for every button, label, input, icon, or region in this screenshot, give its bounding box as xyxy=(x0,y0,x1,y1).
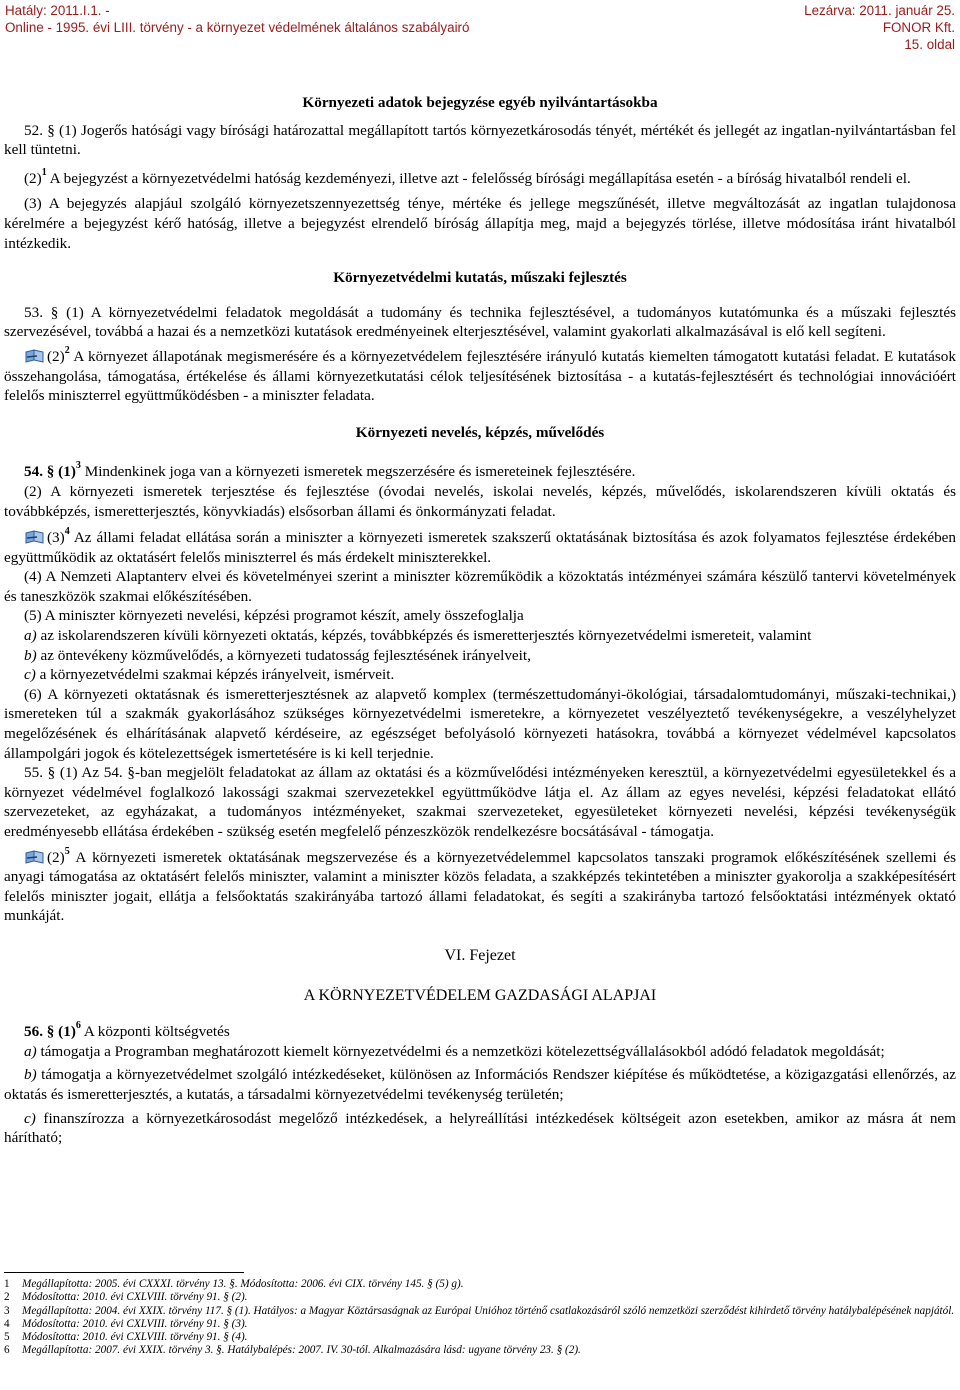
section-title: Környezeti nevelés, képzés, művelődés xyxy=(355,423,605,441)
paragraph-52-3: (3) A bejegyzés alapjául szolgáló környezetszennyezettség ténye, mértéke és jellege megszűnését, illetve megváltozását az ingatlan tulajdonosa kérelmére a bejegyzést kérő hatóság, illetve a bejegyzést elrendelő bíróság állapítja meg, majd a bejegyzés törlése, illetve módosítása iránt hivatalból intézkedik. xyxy=(4,195,956,252)
footnote-item: 1 Megállapította: 2005. évi CXXXI. törvény 13. §. Módosította: 2006. évi CIX. törvény 145. § (5) g). xyxy=(4,1278,464,1290)
footnote-item: 2 Módosította: 2010. évi CXLVIII. törvény 91. § (2). xyxy=(4,1291,248,1304)
paragraph-53-1: 53. § (1) A környezetvédelmi feladatok megoldását a tudomány és technika fejlesztésével, a tudományos kutatómunka és a műszaki fejlesztés szervezésével, továbbá a hazai és a nemzetközi kutatások eredményeinek elterjesztésével, valamint gyakorlati alkalmazásával is elő kell segíteni. xyxy=(4,303,956,341)
header-law-title: Online - 1995. évi LIII. törvény - a környezet védelmének általános szabályairó xyxy=(5,20,470,35)
document-body xyxy=(4,93,956,1148)
footnote-divider xyxy=(4,1272,244,1273)
paragraph-54-2: (2) A környezeti ismeretek terjesztése és fejlesztése (óvodai nevelés, iskolai nevelés, képzés, művelődés, iskolarendszeren kívüli oktatás és továbbképzés, ismeretterjesztés, könyvkiadás) elsősorban állami és önkormányzati feladat. xyxy=(4,482,956,520)
list-item-c: c) a környezetvédelmi szakmai képzés irányelveit, ismérveit. xyxy=(24,666,395,684)
footnote-ref[interactable]: 1 xyxy=(41,166,47,178)
footnote-item: 3 Megállapította: 2004. évi XXIX. törvény 117. § (1). Hatályos: a Magyar Köztársaságnak az Európai Unióhoz történő csatlakozásáról szóló nemzetközi szerződést kihirdető törvény hatálybalépésének napjától. xyxy=(4,1304,955,1317)
paragraph-55-2: $(2)^5$ A környezeti ismeretek oktatásának megszervezése és a környezetvédelemmel kapcsolatos tanszaki programok előkészítésének szellemi és anyagi támogatása az oktatásért felelős miniszter, valamint a miniszter közös feladata, a szakképzés tekintetében a miniszter gyakorolja a szakképesítésért felelős miniszter jogait, ellátja a felsőoktatás szakirányába tartozó állami feladatokat, és segíti a szakirányba tartozó felsőoktatási intézmények oktató munkáját. xyxy=(4,845,956,925)
footnotes xyxy=(4,1272,956,1358)
footnote-ref[interactable]: 2 xyxy=(64,344,70,356)
paragraph-53-2: $(2)^2$ A környezet állapotának megismerésére és a környezetvédelem fejlesztésére irányuló kutatás kiemelten támogatott kutatási feladat. E kutatások összehangolása, támogatása, értékelése és állami környezetkutatási célok teljesítésének biztosítása - a kutatás-fejlesztésért és technológiai innovációért felelős miniszterrel együttműködésben - a miniszter feladata. xyxy=(4,344,956,405)
header-page-number: 15. oldal xyxy=(904,37,955,52)
paragraph-52-2: $(2)^1$ A bejegyzést a környezetvédelmi hatóság kezdeményezi, illetve azt - felelősség bírósági megállapítása esetén - a bíróság hivatalból rendeli el. xyxy=(24,166,911,187)
page-header xyxy=(5,2,955,52)
section-title: Környezetvédelmi kutatás, műszaki fejlesztés xyxy=(333,269,627,287)
list-item-b: b) az öntevékeny közművelődés, a környezeti tudatosság fejlesztésének irányelveit, xyxy=(24,646,531,664)
footnote-ref[interactable]: 3 xyxy=(75,460,81,472)
paragraph-55-1: 55. § (1) Az 54. §-ban megjelölt feladatokat az állam az oktatási és a közművelődési intézményeken keresztül, a környezetvédelmi egyesületekkel és a környezet védelmével foglalkozó lakossági szakmai szervezetekkel együttműködve látja el. Az állam az egyes nevelési, képzési feladatokat ellátó szervezeteket, az egyházakat, a tudományos intézményeket, szakmai szervezeteket, egyesületeket környezeti nevelési, képzési tevékenységük eredményesebb ellátása érdekében - szükség esetén megfelelő pénzeszközök rendelkezésre bocsátásával - támogatja. xyxy=(4,764,956,840)
paragraph-56-1: 56. § $(1)^6$ A központi költségvetés xyxy=(24,1020,230,1041)
footnote-ref[interactable]: 6 xyxy=(75,1020,81,1032)
footnote-ref[interactable]: 4 xyxy=(64,526,70,538)
footnote-item: 6 Megállapította: 2007. évi XXIX. törvény 3. §. Hatálybalépés: 2007. IV. 30-tól. Alkalmazására lásd: ugyane törvény 23. § (2). xyxy=(4,1344,581,1357)
paragraph-54-6: (6) A környezeti oktatásnak és ismeretterjesztésnek az alapvető komplex (természettudományi-ökológiai, társadalomtudományi, műszaki-technikai,) ismereteken túl a szakmák gyakorlásához szükséges környezetvédelmi ismeretekre, a környezetet veszélyeztető tevékenységekre, a veszélyhelyzet megelőzésének és elhárításának alapvető kérdéseire, az egészséget befolyásoló környezeti hatásokra, továbbá a környezet védelmével kapcsolatos állampolgári jogok és kötelezettségek ismertetésére is ki kell terjednie. xyxy=(4,685,956,762)
footnote-item: 5 Módosította: 2010. évi CXLVIII. törvény 91. § (4). xyxy=(4,1331,248,1344)
header-closed-date: Lezárva: 2011. január 25. xyxy=(804,3,955,18)
paragraph-54-3: $(3)^4$ Az állami feladat ellátása során a miniszter a környezeti ismeretek szakszerű oktatásának biztosítása és azok folyamatos fejlesztése érdekében együttműködik az oktatásért felelős miniszterrel és más érdekelt miniszterekkel. xyxy=(4,526,956,566)
list-item-a: a) az iskolarendszeren kívüli környezeti oktatás, képzés, továbbképzés és ismeretterjesztés környezetvédelmi ismereteit, valamint xyxy=(24,627,812,645)
law-reference-icon[interactable] xyxy=(24,529,46,545)
footnote-ref[interactable]: 5 xyxy=(64,845,70,857)
paragraph-54-4: (4) A Nemzeti Alaptanterv elvei és követelményei szerint a miniszter közreműködik a közoktatás intézményei számára készülő tantervi követelmények és taneszközök szakmai előkészítésében. xyxy=(4,568,956,605)
paragraph-54-1: 54. § $(1)^3$ Mindenkinek joga van a környezeti ismeretek megszerzésére és ismereteinek fejlesztésére. xyxy=(24,460,636,481)
list-item-b: b) támogatja a környezetvédelmet szolgáló intézkedéseket, különösen az Információs Rendszer kiépítése és működtetése, a közigazgatási ellenőrzés, az oktatás és ismeretterjesztés, a kutatás, a társadalmi környezetvédelmi tevékenység területén; xyxy=(4,1066,956,1103)
footnote-item: 4 Módosította: 2010. évi CXLVIII. törvény 91. § (3). xyxy=(4,1317,248,1330)
list-item-a: a) támogatja a Programban meghatározott kiemelt környezetvédelmi és a nemzetközi kötelezettségvállalásokból adódó feladatok megoldását; xyxy=(24,1042,885,1060)
law-reference-icon[interactable] xyxy=(24,348,46,364)
paragraph-52-1: 52. § (1) Jogerős hatósági vagy bírósági határozattal megállapított tartós környezetkárosodás tényét, mértékét és jellegét az ingatlan-nyilvántartásban fel kell tüntetni. xyxy=(4,121,956,159)
law-reference-icon[interactable] xyxy=(24,849,46,865)
header-publisher: FONOR Kft. xyxy=(882,20,955,35)
chapter-title: A KÖRNYEZETVÉDELEM GAZDASÁGI ALAPJAI xyxy=(303,986,657,1004)
list-item-c: c) finanszírozza a környezetkárosodást megelőző intézkedések, a helyreállítási intézkedések költségeit azon esetekben, amikor az másra át nem hárítható; xyxy=(4,1109,956,1147)
chapter-number: VI. Fejezet xyxy=(444,946,516,964)
header-effective-date: Hatály: 2011.I.1. - xyxy=(5,3,110,18)
paragraph-54-5: (5) A miniszter környezeti nevelési, képzési programot készít, amely összefoglalja xyxy=(24,607,524,625)
section-title: Környezeti adatok bejegyzése egyéb nyilvántartásokba xyxy=(302,94,658,111)
